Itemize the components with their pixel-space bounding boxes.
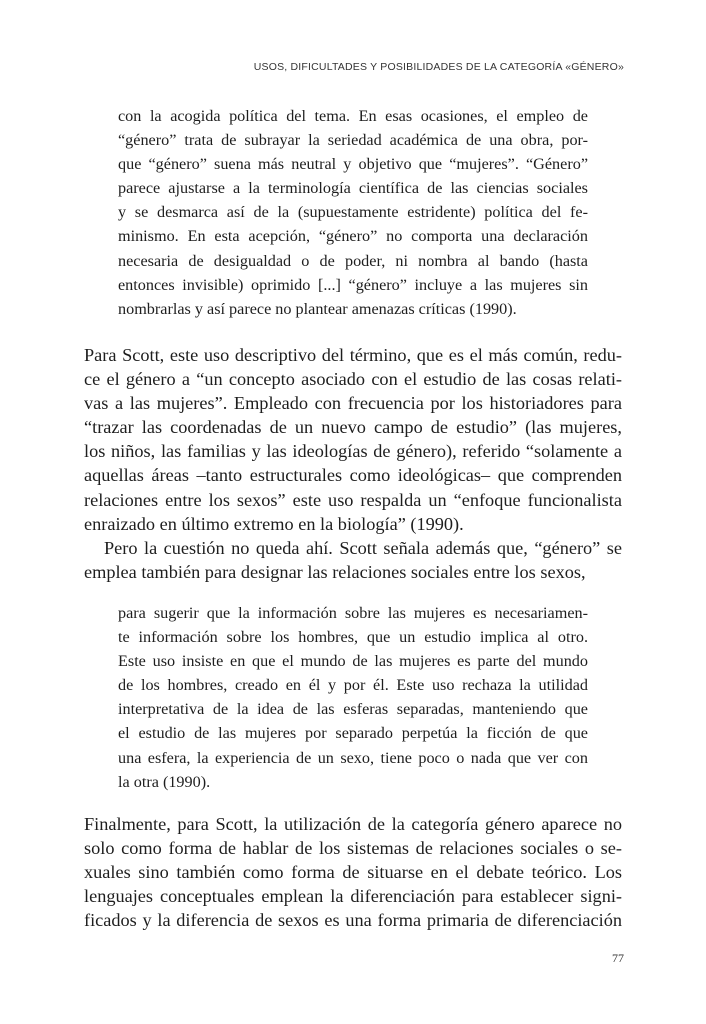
quote-line: que “género” suena más neutral y objetivo que “mujeres”. “Género” bbox=[118, 155, 588, 174]
body-line: los niños, las familias y las ideologías de género), referido “solamente a bbox=[84, 441, 622, 462]
quote-line: para sugerir que la información sobre las mujeres es necesariamen- bbox=[118, 604, 588, 622]
body-paragraph bbox=[84, 812, 622, 932]
body-line: emplea también para designar las relaciones sociales entre los sexos, bbox=[84, 561, 586, 582]
body-line: relaciones entre los sexos” este uso respalda un “enfoque funcionalista bbox=[84, 489, 622, 510]
page-number: 77 bbox=[612, 951, 624, 965]
body-line: aquellas áreas –tanto estructurales como ideológicas– que comprenden bbox=[84, 465, 622, 486]
body-line: ce el género a “un concepto asociado con el estudio de las cosas relati- bbox=[84, 369, 622, 390]
quote-line: nombrarlas y así parece no plantear amenazas críticas (1990). bbox=[118, 299, 517, 318]
quote-line: interpretativa de la idea de las esferas separadas, manteniendo que bbox=[118, 700, 588, 719]
quote-line: minismo. En esta acepción, “género” no comporta una declaración bbox=[118, 227, 588, 246]
quote-line: con la acogida política del tema. En esas ocasiones, el empleo de bbox=[118, 107, 588, 125]
quote-line: necesaria de desigualdad o de poder, ni nombra al bando (hasta bbox=[118, 251, 588, 270]
body-line: solo como forma de hablar de los sistemas de relaciones sociales o se- bbox=[84, 838, 622, 859]
quote-line: parece ajustarse a la terminología científica de las ciencias sociales bbox=[118, 179, 588, 198]
block-quote bbox=[118, 104, 588, 321]
block-quote bbox=[118, 601, 588, 794]
quote-line: el estudio de las mujeres por separado perpetúa la ficción de que bbox=[118, 724, 588, 743]
body-line: “trazar las coordenadas de un nuevo campo de estudio” (las mujeres, bbox=[84, 417, 622, 438]
body-line: vas a las mujeres”. Empleado con frecuencia por los historiadores para bbox=[84, 393, 622, 414]
body-line: Para Scott, este uso descriptivo del término, que es el más común, redu- bbox=[84, 345, 622, 365]
quote-line: de los hombres, creado en él y por él. Este uso rechaza la utilidad bbox=[118, 676, 588, 695]
quote-line: entonces invisible) oprimido [...] “género” incluye a las mujeres sin bbox=[118, 275, 588, 294]
running-header: USOS, DIFICULTADES Y POSIBILIDADES DE LA CATEGORÍA «GÉNERO» bbox=[253, 61, 624, 73]
body-line: Finalmente, para Scott, la utilización de la categoría género aparece no bbox=[84, 814, 622, 834]
quote-line: la otra (1990). bbox=[118, 772, 211, 791]
body-paragraph bbox=[84, 343, 622, 584]
body-line: Pero la cuestión no queda ahí. Scott señala además que, “género” se bbox=[104, 537, 622, 558]
body-line: enraizado en último extremo en la biología” (1990). bbox=[84, 513, 464, 534]
quote-line: “género” trata de subrayar la seriedad académica de una obra, por- bbox=[118, 131, 588, 150]
body-line: ficados y la diferencia de sexos es una forma primaria de diferenciación bbox=[84, 910, 622, 931]
body-line: lenguajes conceptuales emplean la diferenciación para establecer signi- bbox=[84, 886, 622, 907]
body-line: xuales sino también como forma de situarse en el debate teórico. Los bbox=[84, 862, 622, 883]
quote-line: y se desmarca así de la (supuestamente estridente) política del fe- bbox=[118, 203, 588, 222]
quote-line: una esfera, la experiencia de un sexo, tiene poco o nada que ver con bbox=[118, 748, 588, 767]
quote-line: te información sobre los hombres, que un estudio implica al otro. bbox=[118, 628, 588, 647]
quote-line: Este uso insiste en que el mundo de las mujeres es parte del mundo bbox=[118, 652, 588, 671]
